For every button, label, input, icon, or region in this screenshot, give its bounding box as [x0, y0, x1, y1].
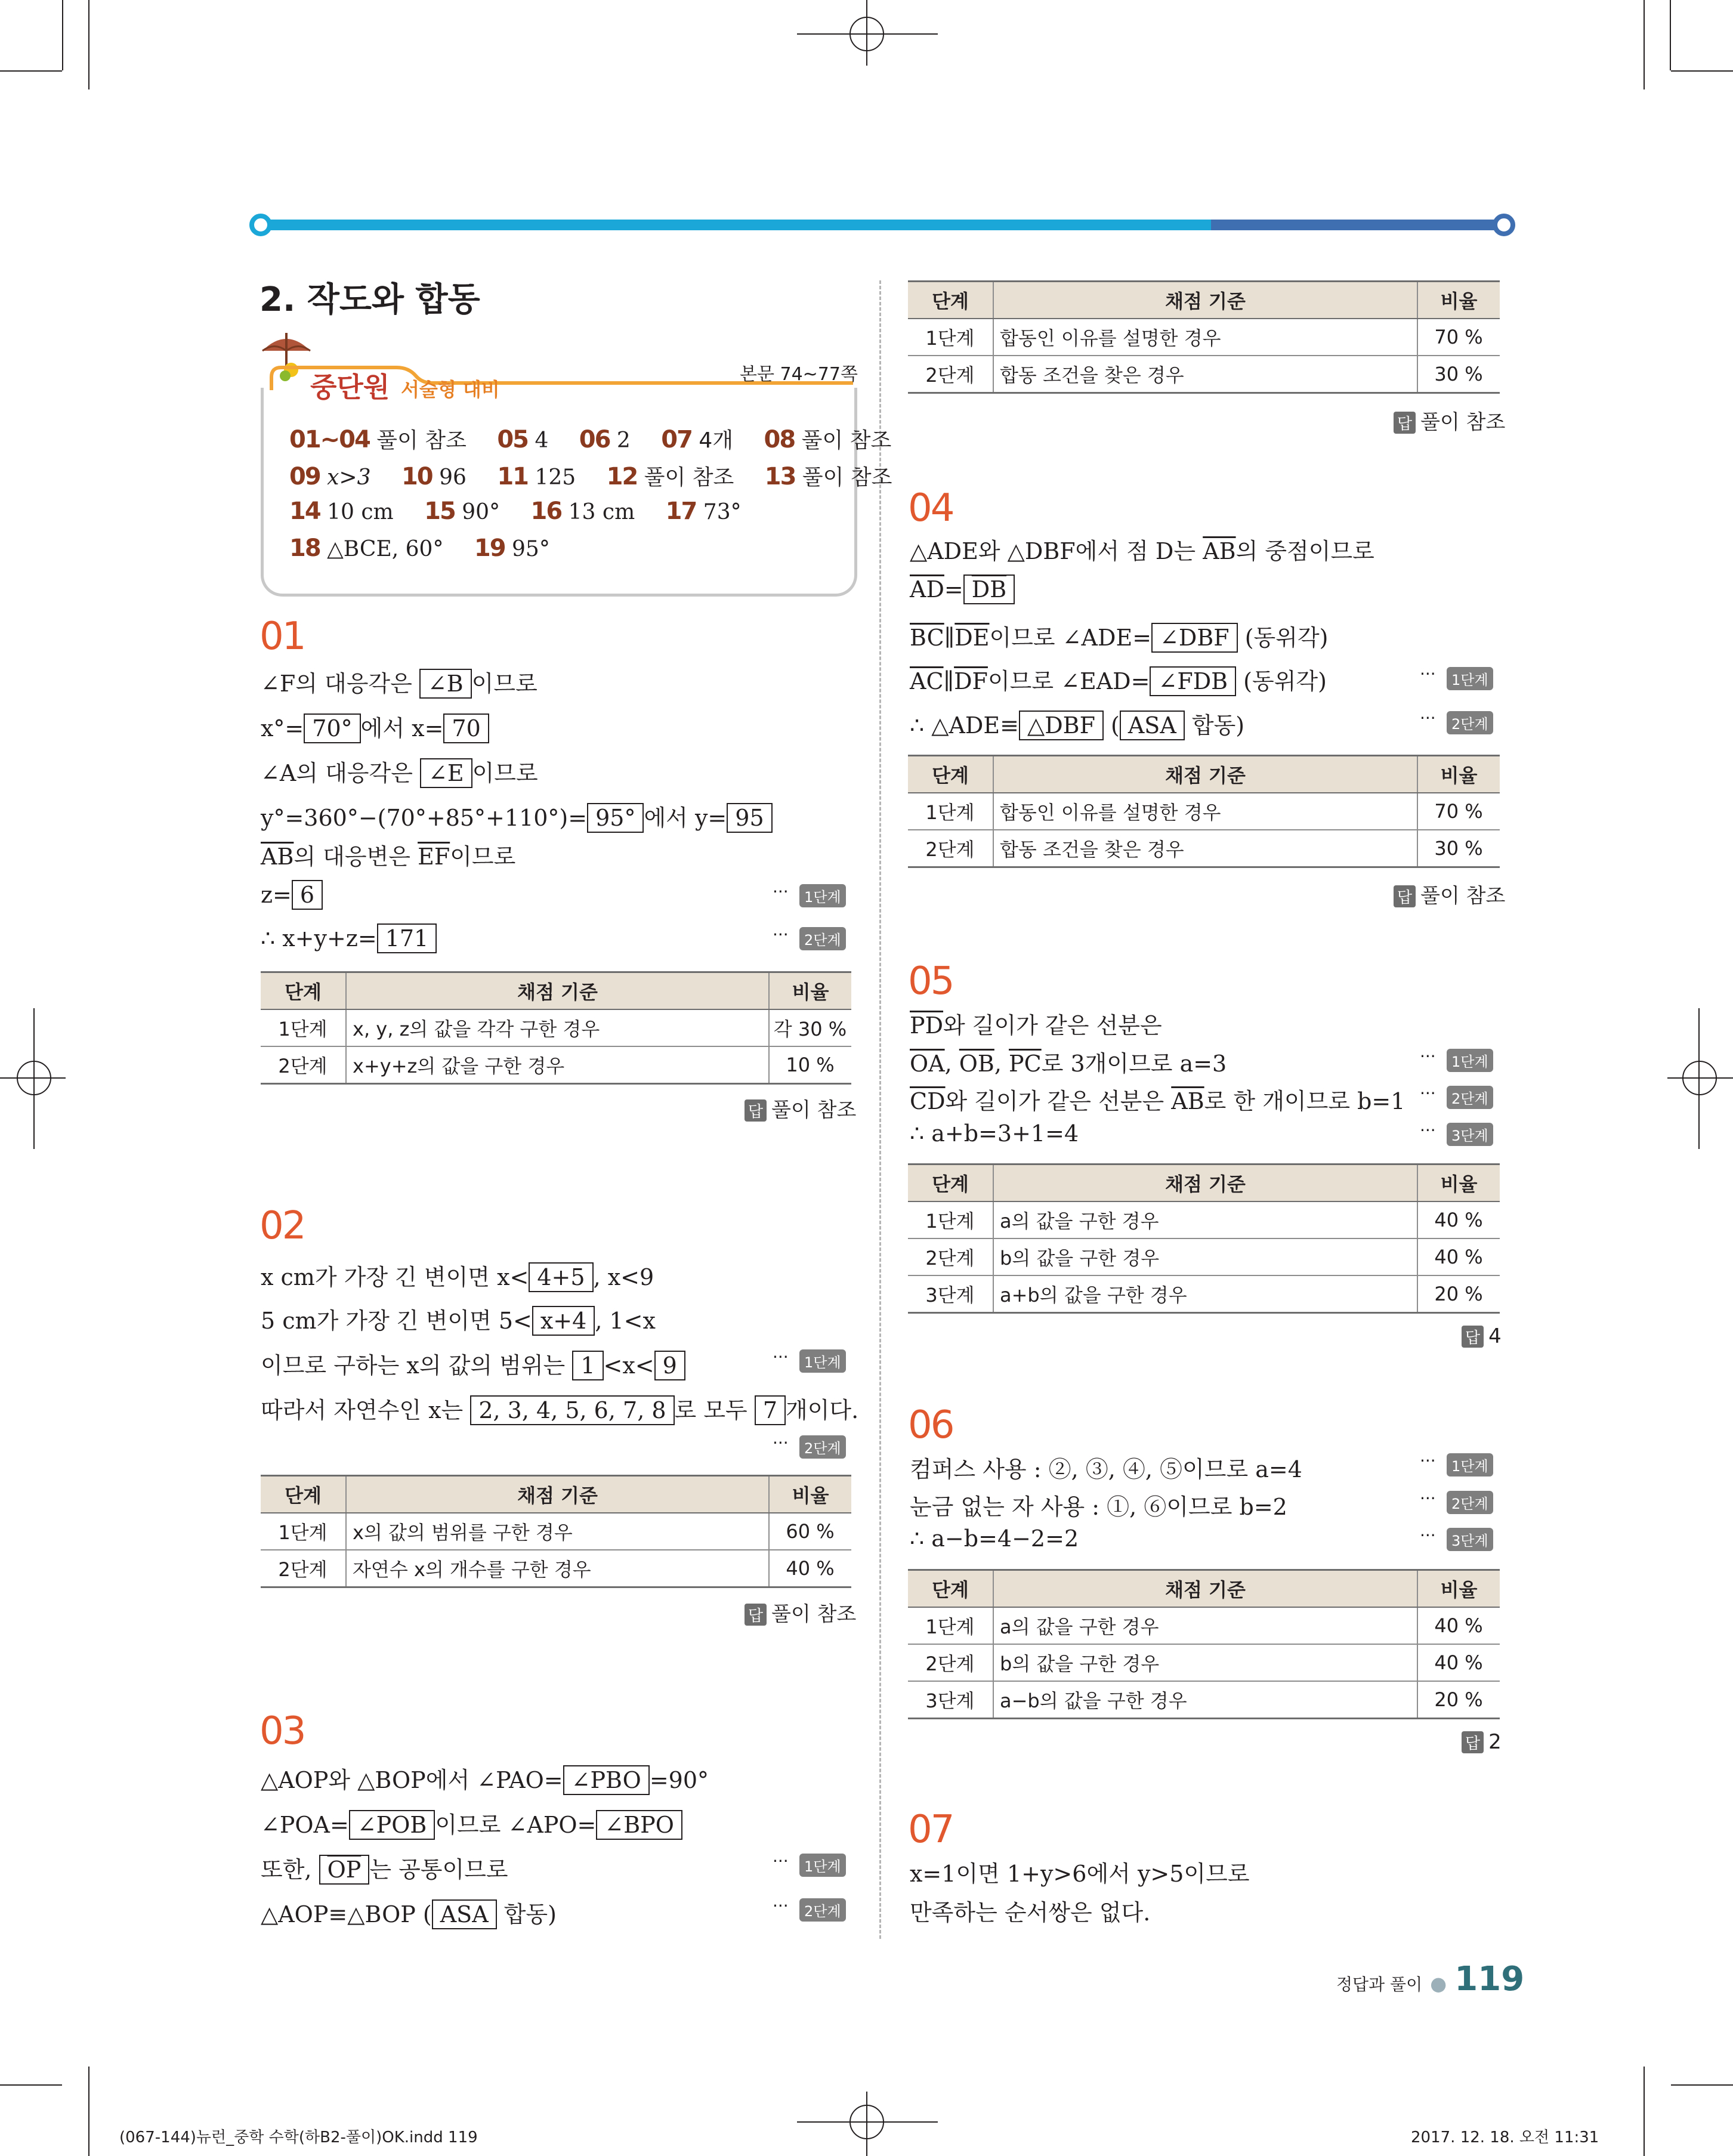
q07-line: x=1이면 1+y>6에서 y>5이므로 [910, 1861, 1250, 1887]
item-answer: 풀이 참조 [802, 465, 892, 490]
answer-box: $\overline{OP}$ [319, 1855, 370, 1885]
col-step: 단계 [908, 1165, 993, 1202]
registration-mark [849, 17, 884, 51]
item-number: 10 [401, 463, 433, 490]
table-row: 1단계 a의 값을 구한 경우 40 % [908, 1607, 1500, 1644]
registration-mark [1682, 1061, 1717, 1095]
answer-box: 9 [654, 1351, 685, 1380]
question-number: 01 [260, 614, 305, 659]
item-answer: 96 [439, 465, 467, 490]
bar-dot-right [1493, 214, 1515, 236]
answer-box: ∠DBF [1151, 623, 1238, 653]
box-heading: 중단원 [310, 371, 390, 403]
answer-line: 답 풀이 참조 [1394, 406, 1505, 435]
table-row: 3단계 a−b의 값을 구한 경우 20 % [908, 1681, 1500, 1719]
item-number: 18 [289, 535, 320, 562]
step-badge: 3단계 [1447, 1528, 1493, 1551]
q01-line: ∴ x+y+z= 171 [261, 923, 437, 953]
box-subheading: 서술형 대비 [401, 378, 500, 401]
item-answer: 73° [703, 500, 742, 524]
q05-line: $\overline{OA}$, $\overline{OB}$, $\overline{PC}$로 3개이므로 a=3 [910, 1051, 1227, 1077]
item-answer: x>3 [327, 465, 371, 490]
col-criteria: 채점 기준 [993, 1570, 1417, 1608]
answer-line: 답 풀이 참조 [745, 1598, 856, 1627]
step-badge: 2단계 [1447, 711, 1493, 734]
col-ratio: 비율 [1417, 756, 1500, 793]
answer-box: 1 [572, 1351, 603, 1380]
q01-line: z= 6 [261, 880, 323, 910]
answer-box: ∠PBO [563, 1765, 650, 1795]
item-answer: 2 [616, 428, 631, 453]
step-badge: 2단계 [1447, 1491, 1493, 1514]
q06-line: 컴퍼스 사용 : ②, ③, ④, ⑤이므로 a=4 [910, 1456, 1302, 1482]
crop-mark [62, 0, 63, 70]
item-number: 17 [665, 498, 697, 525]
box-page-ref: 본문 74~77쪽 [740, 364, 858, 385]
step-dots: ··· [1420, 1451, 1436, 1471]
col-ratio: 비율 [1417, 1165, 1500, 1202]
step-dots: ··· [773, 1896, 789, 1916]
summary-row-3 [289, 498, 742, 525]
item-number: 12 [606, 463, 638, 490]
question-number: 06 [908, 1403, 953, 1447]
q07-line: 만족하는 순서쌍은 없다. [910, 1899, 1151, 1926]
table-row: 1단계 x의 값의 범위를 구한 경우 60 % [261, 1513, 851, 1550]
question-number: 03 [260, 1709, 305, 1753]
col-criteria: 채점 기준 [993, 756, 1417, 793]
answer-box: 95 [727, 803, 772, 833]
column-separator [879, 280, 881, 1939]
col-ratio: 비율 [1417, 1570, 1500, 1608]
table-row: 1단계 합동인 이유를 설명한 경우 70 % [908, 319, 1500, 356]
item-answer: 4 [535, 428, 549, 453]
item-answer: 125 [535, 465, 576, 490]
col-ratio: 비율 [769, 972, 851, 1010]
answer-box: ASA [432, 1899, 497, 1929]
answer-box: 6 [292, 880, 323, 910]
item-answer: 4개 [699, 428, 734, 453]
section-title: 2. 작도와 합동 [260, 280, 480, 319]
table-row: 3단계 a+b의 값을 구한 경우 20 % [908, 1275, 1500, 1313]
answer-box: ∠BPO [596, 1810, 682, 1840]
summary-row-4 [289, 535, 550, 562]
q03-line: 또한, $\overline{OP}$ 는 공통이므로 [261, 1851, 508, 1885]
answer-box: 2, 3, 4, 5, 6, 7, 8 [470, 1395, 674, 1425]
question-number: 02 [260, 1204, 305, 1248]
answer-line: 답 4 [1462, 1324, 1502, 1348]
q04-line: ∴ △ADE≡ △DBF ( ASA 합동) [910, 707, 1244, 740]
answer-box: ∠B [419, 669, 472, 699]
answer-box: 70 [443, 713, 489, 743]
item-number: 06 [579, 426, 610, 453]
step-dots: ··· [1420, 1488, 1436, 1508]
item-answer: 95° [512, 537, 550, 561]
step-badge: 1단계 [1447, 1049, 1493, 1072]
header-bar-right [1211, 220, 1503, 230]
table-row: 1단계 x, y, z의 값을 각각 구한 경우 각 30 % [261, 1009, 851, 1046]
bar-dot-left [249, 214, 272, 236]
step-dots: ··· [1420, 664, 1436, 684]
item-number: 08 [764, 426, 795, 453]
col-ratio: 비율 [769, 1476, 851, 1513]
crop-mark [1644, 2067, 1645, 2156]
crop-mark [1671, 2084, 1733, 2086]
table-row: 2단계 b의 값을 구한 경우 40 % [908, 1644, 1500, 1681]
q04-line: $\overline{AD}= \overline{DB}$ [910, 574, 1015, 604]
registration-mark [17, 1061, 51, 1095]
answer-box: ∠POB [349, 1810, 435, 1840]
answer-box: x+4 [532, 1306, 595, 1336]
question-number: 05 [908, 959, 953, 1003]
col-step: 단계 [261, 1476, 346, 1513]
table-row: 2단계 합동 조건을 찾은 경우 30 % [908, 356, 1500, 393]
q02-line: 따라서 자연수인 x는 2, 3, 4, 5, 6, 7, 8 로 모두 7 개이다. [261, 1392, 858, 1425]
scoring-table [908, 755, 1500, 868]
col-step: 단계 [261, 972, 346, 1010]
step-dots: ··· [1420, 1083, 1436, 1103]
step-badge: 2단계 [799, 927, 846, 950]
step-dots: ··· [773, 1851, 789, 1871]
item-number: 07 [661, 426, 692, 453]
crop-mark [1644, 0, 1645, 89]
footer-file: (067-144)뉴런_중학 수학(하B2-풀이)OK.indd 119 [119, 2129, 478, 2146]
crop-mark [1670, 0, 1671, 70]
registration-mark [849, 2105, 884, 2139]
item-number: 05 [497, 426, 528, 453]
crop-mark [88, 2067, 89, 2156]
item-number: 19 [474, 535, 505, 562]
col-step: 단계 [908, 756, 993, 793]
q02-line: 이므로 구하는 x의 값의 범위는 1 <x< 9 [261, 1347, 685, 1380]
scoring-table [261, 1475, 851, 1588]
step-badge: 1단계 [799, 1349, 846, 1373]
table-row: 2단계 b의 값을 구한 경우 40 % [908, 1238, 1500, 1275]
step-badge: 1단계 [1447, 1453, 1493, 1477]
step-badge: 1단계 [799, 884, 846, 907]
answer-box: $\overline{DB}$ [963, 574, 1015, 604]
scoring-table [908, 280, 1500, 394]
q02-line: x cm가 가장 긴 변이면 x< 4+5 , x<9 [261, 1259, 654, 1292]
item-number: 09 [289, 463, 320, 490]
table-row: 2단계 자연수 x의 개수를 구한 경우 40 % [261, 1550, 851, 1587]
col-step: 단계 [908, 1570, 993, 1608]
crop-mark [0, 70, 62, 72]
table-row: 1단계 합동인 이유를 설명한 경우 70 % [908, 793, 1500, 830]
step-dots: ··· [773, 1347, 789, 1367]
q05-line: $\overline{CD}$와 길이가 같은 선분은 $\overline{AB}$로 한 개이므로 b=1 [910, 1088, 1405, 1114]
q06-line: ∴ a−b=4−2=2 [910, 1525, 1079, 1552]
summary-row-2 [289, 461, 892, 491]
answer-line: 답 풀이 참조 [745, 1094, 856, 1123]
scoring-table [908, 1163, 1500, 1314]
question-number: 07 [908, 1808, 953, 1852]
q05-line: $\overline{PD}$와 길이가 같은 선분은 [910, 1012, 1162, 1039]
item-answer: 풀이 참조 [801, 428, 892, 453]
q04-line: △ADE와 △DBF에서 점 D는 $\overline{AB}$의 중점이므로 [910, 538, 1374, 564]
step-dots: ··· [1420, 1120, 1436, 1140]
footer-label: 정답과 풀이 [1336, 1975, 1423, 1994]
item-answer: 풀이 참조 [644, 465, 734, 490]
answer-line: 답 2 [1462, 1730, 1502, 1754]
item-number: 16 [530, 498, 562, 525]
item-number: 13 [764, 463, 796, 490]
q02-line: 5 cm가 가장 긴 변이면 5< x+4 , 1<x [261, 1302, 656, 1336]
answer-box: 95° [587, 803, 644, 833]
col-criteria: 채점 기준 [993, 1165, 1417, 1202]
q03-line: △AOP≡△BOP ( ASA 합동) [261, 1896, 557, 1929]
q01-line: x°= 70° 에서 x= 70 [261, 710, 489, 743]
step-dots: ··· [1420, 708, 1436, 728]
step-badge: 2단계 [799, 1435, 846, 1459]
header-bar [257, 220, 1503, 230]
step-dots: ··· [773, 882, 789, 901]
item-answer: 13 cm [568, 500, 635, 524]
step-badge: 1단계 [1447, 667, 1493, 690]
col-criteria: 채점 기준 [993, 282, 1417, 319]
col-criteria: 채점 기준 [346, 1476, 769, 1513]
q04-line: $\overline{AC}\parallel\overline{DF}$이므로 ∠EAD= ∠FDB (동위각) [910, 663, 1327, 696]
item-answer: 90° [462, 500, 501, 524]
crop-mark [1671, 70, 1733, 72]
q03-line: △AOP와 △BOP에서 ∠PAO= ∠PBO =90° [261, 1762, 709, 1795]
item-answer: 10 cm [327, 500, 394, 524]
table-row: 2단계 합동 조건을 찾은 경우 30 % [908, 830, 1500, 867]
step-dots: ··· [1420, 1046, 1436, 1066]
q05-line: ∴ a+b=3+1=4 [910, 1120, 1079, 1147]
step-badge: 2단계 [799, 1898, 846, 1922]
summary-row-1 [289, 424, 891, 454]
crop-mark [88, 0, 89, 89]
answer-box: 70° [304, 713, 360, 743]
col-criteria: 채점 기준 [346, 972, 769, 1010]
item-number: 01~04 [289, 426, 370, 453]
col-ratio: 비율 [1417, 282, 1500, 319]
scoring-table [261, 971, 851, 1085]
table-row: 2단계 x+y+z의 값을 구한 경우 10 % [261, 1046, 851, 1084]
answer-box: 4+5 [529, 1262, 593, 1292]
item-answer: 풀이 참조 [376, 428, 467, 453]
q04-line: $\overline{BC}\parallel\overline{DE}$이므로 ∠ADE= ∠DBF (동위각) [910, 619, 1329, 653]
q03-line: ∠POA= ∠POB 이므로 ∠APO= ∠BPO [261, 1806, 682, 1840]
col-step: 단계 [908, 282, 993, 319]
footer-date: 2017. 12. 18. 오전 11:31 [1411, 2129, 1599, 2146]
item-number: 11 [497, 463, 529, 490]
step-badge: 3단계 [1447, 1123, 1493, 1146]
step-dots: ··· [773, 925, 789, 944]
crop-mark [0, 2084, 62, 2086]
answer-box: ASA [1120, 711, 1185, 740]
item-number: 14 [289, 498, 320, 525]
answer-summary-box [261, 388, 857, 597]
answer-box: △DBF [1019, 711, 1104, 740]
page-number: 119 [1454, 1960, 1525, 1999]
answer-box: ∠E [420, 758, 472, 788]
q01-line: $\overline{AB}$의 대응변은 $\overline{EF}$이므로 [261, 844, 516, 870]
page-number-block [1336, 1960, 1524, 1999]
scoring-table [908, 1569, 1500, 1719]
answer-box: ∠FDB [1150, 666, 1236, 696]
q01-line: y°=360°−(70°+85°+110°)= 95° 에서 y= 95 [261, 799, 773, 833]
bullet: ● [1430, 1972, 1447, 1995]
answer-line: 답 풀이 참조 [1394, 879, 1505, 909]
step-badge: 2단계 [1447, 1086, 1493, 1109]
q01-line: ∠F의 대응각은 ∠B 이므로 [261, 665, 537, 699]
q06-line: 눈금 없는 자 사용 : ①, ⑥이므로 b=2 [910, 1494, 1287, 1520]
table-row: 1단계 a의 값을 구한 경우 40 % [908, 1201, 1500, 1238]
step-badge: 1단계 [799, 1854, 846, 1877]
q01-line: ∠A의 대응각은 ∠E 이므로 [261, 755, 538, 788]
item-answer: △BCE, 60° [327, 537, 444, 561]
step-dots: ··· [773, 1433, 789, 1453]
answer-box: 7 [755, 1395, 786, 1425]
step-dots: ··· [1420, 1525, 1436, 1545]
item-number: 15 [424, 498, 455, 525]
header-bar-left [257, 220, 1211, 230]
question-number: 04 [908, 486, 953, 530]
answer-box: 171 [377, 923, 437, 953]
